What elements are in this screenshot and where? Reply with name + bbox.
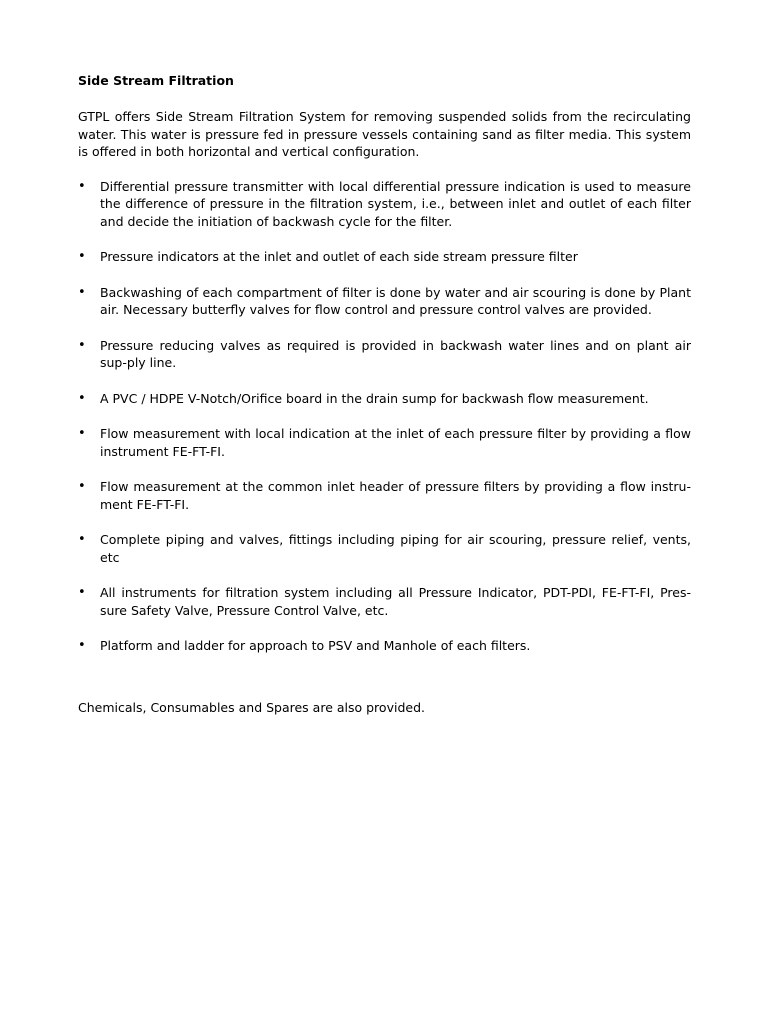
bullet-text: Pressure reducing valves as required is provided in backwash water lines and on plant air sup-ply line. [100, 337, 691, 370]
bullet-icon: • [78, 249, 86, 264]
bullet-text: Flow measurement at the common inlet header of pressure filters by providing a flow instru-ment FE-FT-FI. [100, 479, 691, 512]
bullet-text: Complete piping and valves, fittings including piping for air scouring, pressure relief, vents, etc [100, 532, 691, 565]
bullet-icon: • [78, 178, 86, 194]
bullet-item [78, 337, 691, 372]
bullet-item [78, 531, 691, 566]
bullet-item [78, 390, 691, 408]
bullet-item [78, 637, 691, 655]
bullet-text: Platform and ladder for approach to PSV and Manhole of each filters. [100, 638, 531, 653]
closing-paragraph: Chemicals, Consumables and Spares are also provided. [78, 699, 425, 715]
bullet-item [78, 478, 691, 513]
bullet-text: Pressure indicators at the inlet and outlet of each side stream pressure filter [100, 249, 578, 264]
bullet-icon: • [78, 284, 86, 300]
bullet-icon: • [78, 532, 86, 547]
bullet-item [78, 284, 691, 319]
bullet-text: Flow measurement with local indication at the inlet of each pressure filter by providing a flow instrument FE-FT-FI. [100, 426, 691, 459]
bullet-icon: • [78, 390, 86, 406]
bullet-item [78, 584, 691, 619]
bullet-text: A PVC / HDPE V-Notch/Orifice board in the drain sump for backwash flow measurement. [100, 390, 649, 406]
bullet-text: Backwashing of each compartment of filter is done by water and air scouring is done by Plant air. Necessary butterfly valves for flow control and pressure control valves are provided. [100, 284, 691, 317]
bullet-icon: • [78, 337, 86, 353]
bullet-item [78, 248, 691, 266]
intro-paragraph: GTPL offers Side Stream Filtration System for removing suspended solids from the recirculating water. This water is pressure fed in pressure vessels containing sand as filter media. This system is offered in both horizontal and vertical configuration. [78, 109, 691, 159]
bullet-text: Differential pressure transmitter with local differential pressure indication is used to measure the difference of pressure in the filtration system, i.e., between inlet and outlet of each filter and decide the initiation of backwash cycle for the filter. [100, 178, 691, 229]
document-title: Side Stream Filtration [78, 73, 234, 88]
bullet-icon: • [78, 479, 86, 494]
bullet-list [78, 178, 691, 655]
bullet-icon: • [78, 426, 86, 441]
bullet-item [78, 425, 691, 460]
bullet-icon: • [78, 585, 86, 600]
bullet-text: All instruments for filtration system including all Pressure Indicator, PDT-PDI, FE-FT-FI, Pres-sure Safety Valve, Pressure Control Valve, etc. [100, 585, 691, 618]
bullet-icon: • [78, 638, 86, 653]
bullet-item [78, 178, 691, 231]
